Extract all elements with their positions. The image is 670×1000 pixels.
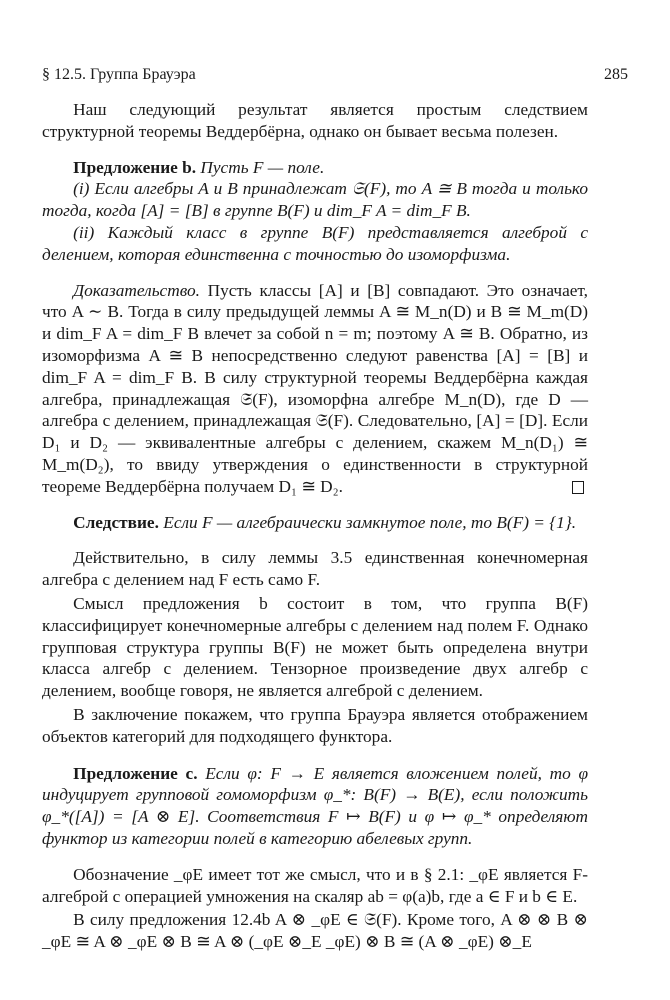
proposition-c-label: Предложение c. <box>73 763 198 783</box>
proof-paragraph <box>42 280 588 498</box>
paragraph-meaning: Смысл предложения b состоит в том, что группа B(F) классифицирует конечномерные алгебры с делением над полем F. Однако групповая структура группы B(F) не может быть определена внутри класса алгебр с делением. Тензорное произведение двух алгебр с делением, вообще говоря, не является алгеброй с делением. <box>42 593 588 701</box>
section-title: § 12.5. Группа Брауэра <box>42 66 196 83</box>
paragraph-notation: Обозначение _φE имеет тот же смысл, что и в § 2.1: _φE является F-алгеброй с операцией умножения на скаляр ab = φ(a)b, где a ∈ F и b ∈ E. <box>42 864 588 906</box>
running-header <box>42 66 628 84</box>
paragraph-lemma: Действительно, в силу леммы 3.5 единственная конечномерная алгебра с делением над F есть само F. <box>42 548 588 590</box>
proposition-c <box>42 763 588 850</box>
proof-text: Пусть классы [A] и [B] совпадают. Это означает, что A ∼ B. Тогда в силу предыдущей леммы A ≅ M_n(D) и B ≅ M_m(D) и dim_F A = dim_F B влечет за собой n = m; поэтому A ≅ B. Обратно, из изоморфизма A ≅ B непосредственно следуют равенства [A] = [B] и dim_F A = dim_F B. В силу структурной теоремы Веддербёрна каждая алгебра, принадлежащая 𝔖(F), изоморфна алгебре M_n(D), где D — алгебра с делением, принадлежащая 𝔖(F). Следовательно, [A] = [D]. Если D₁ и D₂ — эквивалентные алгебры с делением, скажем M_n(D₁) ≅ M_m(D₂), то ввиду утверждения о единственности в структурной теореме Веддербёрна получаем D₁ ≅ D₂. <box>42 280 588 496</box>
proof-label: Доказательство. <box>73 280 200 300</box>
corollary-text: Если F — алгебраически замкнутое поле, то B(F) = {1}. <box>163 512 577 532</box>
paragraph-conclusion: В заключение покажем, что группа Брауэра является отображением объектов категорий для подходящего функтора. <box>42 704 588 746</box>
paragraph-tensor: В силу предложения 12.4b A ⊗ _φE ∈ 𝔖(F). Кроме того, A ⊗ ⊗ B ⊗ _φE ≅ A ⊗ _φE ⊗ B ≅ A ⊗ (_φE ⊗_E _φE) ⊗ B ≅ (A ⊗ _φE) ⊗_E <box>42 910 588 952</box>
page-number: 285 <box>604 66 628 83</box>
proposition-b <box>42 157 588 179</box>
corollary <box>42 512 588 534</box>
intro-paragraph: Наш следующий результат является простым следствием структурной теоремы Веддербёрна, однако он бывает весьма полезен. <box>42 100 588 141</box>
proposition-c-text: Если φ: F → E является вложением полей, то φ индуцирует групповой гомоморфизм φ_*: B(F) → B(E), если положить φ_*([A]) = [A ⊗ E]. Соответствия F ↦ B(F) и φ ↦ φ_* определяют функтор из категории полей в категорию абелевых групп. <box>42 763 589 848</box>
proposition-b-item-i: (i) Если алгебры A и B принадлежат 𝔖(F), то A ≅ B тогда и только тогда, когда [A] = [B] в группе B(F) и dim_F A = dim_F B. <box>42 179 588 221</box>
proposition-b-item-ii: (ii) Каждый класс в группе B(F) представляется алгеброй с делением, которая единственна с точностью до изоморфизма. <box>42 222 588 264</box>
end-of-proof-icon <box>572 481 584 494</box>
corollary-label: Следствие. <box>73 512 159 532</box>
proposition-b-label: Предложение b. <box>73 157 197 177</box>
proposition-b-statement: Пусть F — поле. <box>200 157 325 177</box>
page-body <box>42 99 588 953</box>
